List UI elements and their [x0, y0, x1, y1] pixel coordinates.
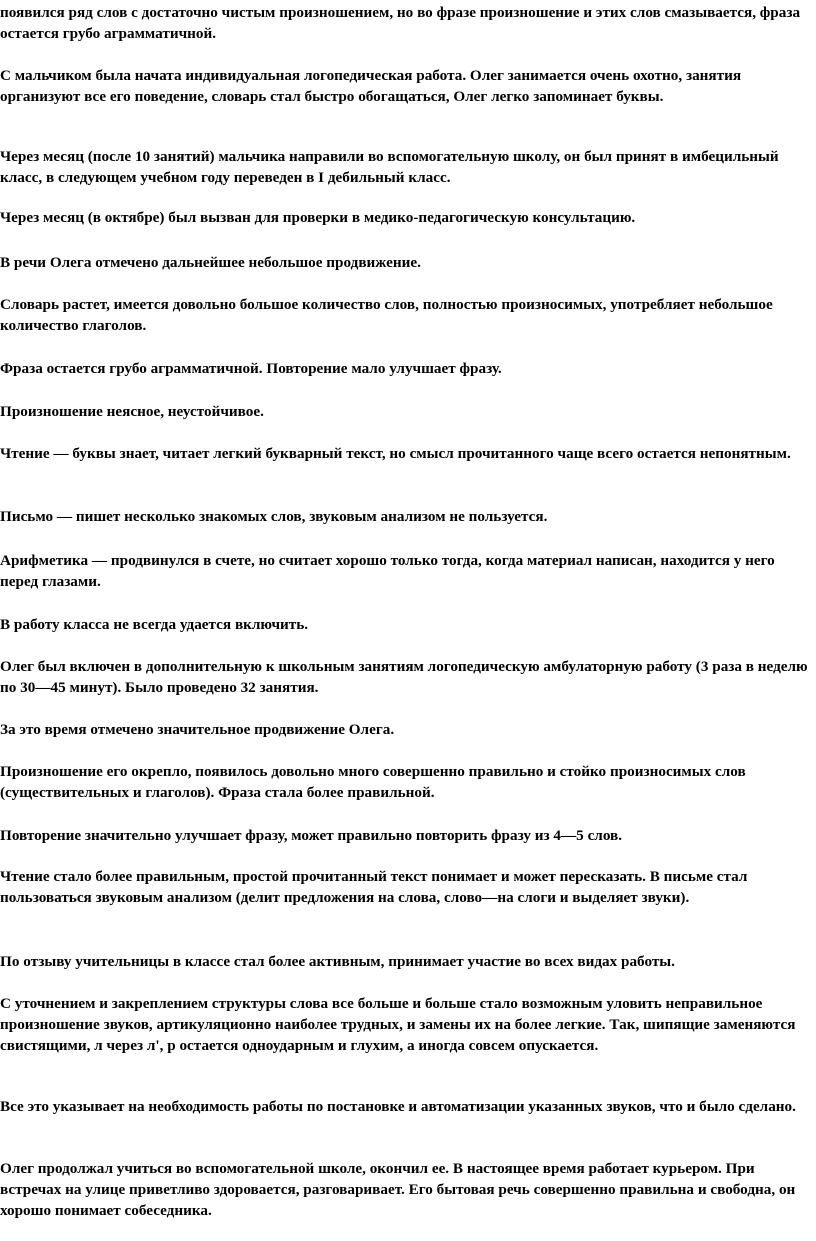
paragraph: Олег продолжал учиться во вспомогательной школе, окончил ее. В настоящее время работает курьером. При встречах на улице приветливо здоровается, разговаривает. Его бытовая речь совершенно правильна и свободна, он хорошо понимает собеседника.	[0, 1160, 796, 1219]
paragraph: Чтение — буквы знает, читает легкий букварный текст, но смысл прочитанного чаще всего остается непонятным.	[0, 445, 791, 462]
paragraph: За это время отмечено значительное продвижение Олега.	[0, 721, 395, 738]
paragraph: Чтение стало более правильным, простой прочитанный текст понимает и может пересказать. В письме стал пользоваться звуковым анализом (делит предложения на слова, слово—на слоги и выделяет звуки).	[0, 868, 748, 906]
paragraph: Письмо — пишет несколько знакомых слов, звуковым анализом не пользуется.	[0, 508, 548, 525]
paragraph: По отзыву учительницы в классе стал более активным, принимает участие во всех видах работы.	[0, 953, 675, 970]
paragraph: Арифметика — продвинулся в счете, но считает хорошо только тогда, когда материал написан, находится у него перед глазами.	[0, 552, 775, 590]
paragraph: В речи Олега отмечено дальнейшее небольшое продвижение.	[0, 254, 421, 271]
paragraph: Повторение значительно улучшает фразу, может правильно повторить фразу из 4—5 слов.	[0, 827, 623, 844]
paragraph: Словарь растет, имеется довольно большое количество слов, полностью произносимых, употребляет небольшое количество глаголов.	[0, 296, 773, 334]
paragraph: С уточнением и закреплением структуры слова все больше и больше стало возможным уловить неправильное произношение звуков, артикуляционно наиболее трудных, и замены их на более легкие. Так, шипящие заменяются свистящими, л через л', р остается одноударным и глухим, а иногда совсем опускается.	[0, 995, 796, 1054]
paragraph: Произношение неясное, неустойчивое.	[0, 403, 264, 420]
paragraph: Фраза остается грубо аграмматичной. Повторение мало улучшает фразу.	[0, 360, 502, 377]
paragraph: Все это указывает на необходимость работы по постановке и автоматизации указанных звуков, что и было сделано.	[0, 1098, 796, 1115]
paragraph: Олег был включен в дополнительную к школьным занятиям логопедическую амбулаторную работу (3 раза в неделю по 30—45 минут). Было проведено 32 занятия.	[0, 658, 808, 696]
paragraph: Через месяц (в октябре) был вызван для проверки в медико-педагогическую консультацию.	[0, 209, 636, 226]
paragraph: Через месяц (после 10 занятий) мальчика направили во вспомогательную школу, он был принят в имбецильный класс, в следующем учебном году переведен в I дебильный класс.	[0, 148, 779, 186]
paragraph: Произношение его окрепло, появилось довольно много совершенно правильно и стойко произносимых слов (существительных и глаголов). Фраза стала более правильной.	[0, 763, 746, 801]
paragraph: С мальчиком была начата индивидуальная логопедическая работа. Олег занимается очень охотно, занятия организуют все его поведение, словарь стал быстро обогащаться, Олег легко запоминает буквы.	[0, 67, 742, 105]
paragraph: появился ряд слов с достаточно чистым произношением, но во фразе произношение и этих слов смазывается, фраза остается грубо аграмматичной.	[0, 4, 801, 42]
paragraph: В работу класса не всегда удается включить.	[0, 616, 309, 633]
